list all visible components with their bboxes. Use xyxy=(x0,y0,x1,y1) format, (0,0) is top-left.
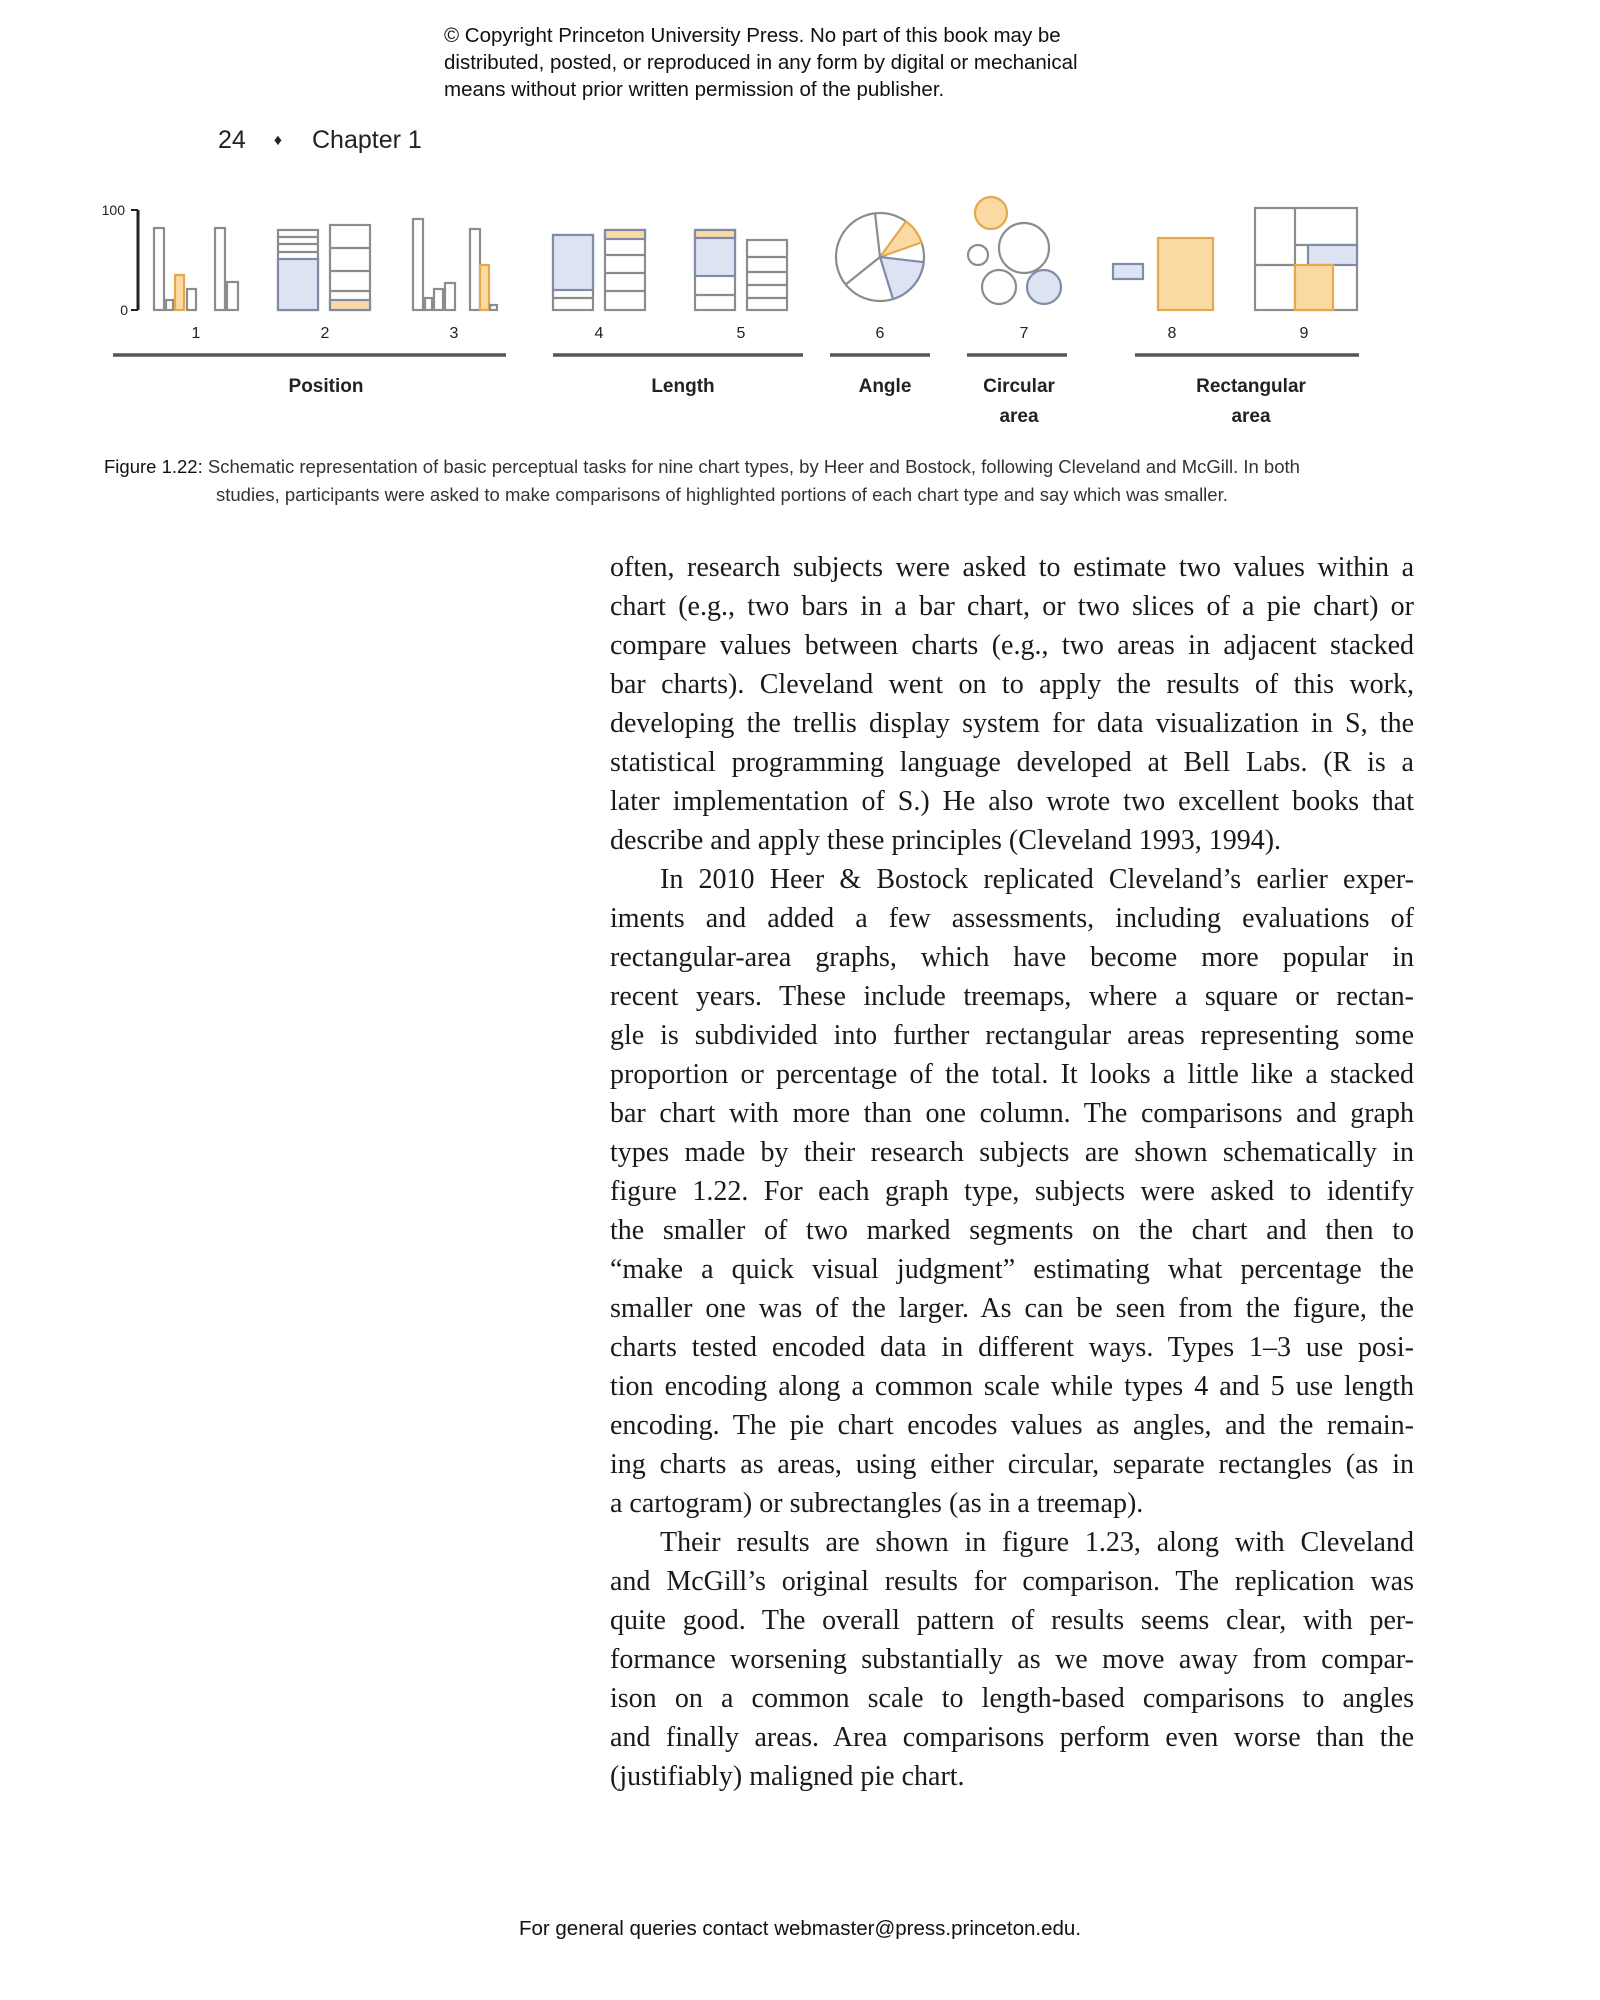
bullet-separator: ♦ xyxy=(273,132,282,150)
text-line: statistical programming language developed at Bell Labs. (R is a xyxy=(610,747,1414,778)
copyright-line: distributed, posted, or reproduced in any form by digital or mechanical xyxy=(444,51,1078,74)
text-line: types made by their research subjects are shown schematically in xyxy=(610,1137,1414,1168)
axis-label-top: 100 xyxy=(101,202,125,218)
group-label: Rectangular xyxy=(1196,376,1306,397)
caption-text: Schematic representation of basic perceptual tasks for nine chart types, by Heer and Bostock, following Cleveland and McGill. In both xyxy=(202,456,1300,477)
paragraph xyxy=(610,860,1414,1523)
text-line: the smaller of two marked segments on the chart and then to xyxy=(610,1215,1414,1246)
figure-1-22 xyxy=(95,185,1395,435)
group-label: Circular xyxy=(983,376,1055,397)
text-line: often, research subjects were asked to estimate two values within a xyxy=(610,552,1414,583)
group-sublabel: area xyxy=(999,406,1039,427)
chart-number: 3 xyxy=(449,325,459,342)
chart-9-treemap xyxy=(1255,208,1357,310)
chart-number: 6 xyxy=(875,325,885,342)
chart-number: 7 xyxy=(1019,325,1029,342)
chart-7-circles xyxy=(968,197,1061,304)
text-line: describe and apply these principles (Cleveland 1993, 1994). xyxy=(610,825,1282,856)
chart-number: 5 xyxy=(736,325,746,342)
text-line: recent years. These include treemaps, where a square or rectan- xyxy=(610,981,1414,1012)
footer-contact: For general queries contact webmaster@press.princeton.edu. xyxy=(518,1917,1082,1940)
chart-number: 1 xyxy=(191,325,201,342)
text-line: formance worsening substantially as we move away from compar- xyxy=(610,1644,1414,1675)
chart-6-pie xyxy=(836,213,924,301)
chart-number: 2 xyxy=(320,325,330,342)
chart-number: 8 xyxy=(1167,325,1177,342)
text-line: figure 1.22. For each graph type, subjects were asked to identify xyxy=(610,1176,1414,1207)
figure-caption xyxy=(104,453,1424,509)
text-line: and McGill’s original results for comparison. The replication was xyxy=(610,1566,1414,1597)
text-line: Their results are shown in figure 1.23, along with Cleveland xyxy=(660,1527,1414,1558)
copyright-line: means without prior written permission of the publisher. xyxy=(444,78,945,101)
chart-4-stacked xyxy=(553,230,645,310)
text-line: “make a quick visual judgment” estimating what percentage the xyxy=(610,1254,1414,1285)
text-line: encoding. The pie chart encodes values as angles, and the remain- xyxy=(610,1410,1414,1441)
figure-label: Figure 1.22: xyxy=(104,456,203,477)
copyright-line: © Copyright Princeton University Press. No part of this book may be xyxy=(444,24,1061,47)
text-line: later implementation of S.) He also wrote two excellent books that xyxy=(610,786,1414,817)
text-line: In 2010 Heer & Bostock replicated Cleveland’s earlier exper- xyxy=(660,864,1414,895)
text-line: chart (e.g., two bars in a bar chart, or two slices of a pie chart) or xyxy=(610,591,1414,622)
chart-number: 9 xyxy=(1299,325,1309,342)
text-line: bar chart with more than one column. The comparisons and graph xyxy=(610,1098,1414,1129)
running-head xyxy=(218,126,422,155)
text-line: compare values between charts (e.g., two areas in adjacent stacked xyxy=(610,630,1414,661)
chart-number: 4 xyxy=(594,325,604,342)
text-line: rectangular-area graphs, which have become more popular in xyxy=(610,942,1414,973)
text-line: iments and added a few assessments, including evaluations of xyxy=(610,903,1414,934)
text-line: ison on a common scale to length-based comparisons to angles xyxy=(610,1683,1414,1714)
text-line: charts tested encoded data in different ways. Types 1–3 use posi- xyxy=(610,1332,1414,1363)
copyright-notice xyxy=(444,22,1204,103)
text-line: developing the trellis display system for data visualization in S, the xyxy=(610,708,1414,739)
text-line: tion encoding along a common scale while types 4 and 5 use length xyxy=(610,1371,1414,1402)
text-line: quite good. The overall pattern of results seems clear, with per- xyxy=(610,1605,1414,1636)
paragraph xyxy=(610,1523,1414,1796)
group-sublabel: area xyxy=(1231,406,1271,427)
group-label: Angle xyxy=(858,376,912,397)
text-line: and finally areas. Area comparisons perform even worse than the xyxy=(610,1722,1414,1753)
text-line: (justifiably) maligned pie chart. xyxy=(610,1761,965,1792)
caption-text: studies, participants were asked to make comparisons of highlighted portions of each chart type and say which was smaller. xyxy=(216,484,1228,505)
axis-label-bottom: 0 xyxy=(120,302,128,318)
y-axis xyxy=(131,210,138,310)
chapter-title: Chapter 1 xyxy=(311,126,422,154)
chart-1-bars xyxy=(154,228,238,310)
paragraph xyxy=(610,548,1414,860)
group-label: Length xyxy=(651,376,715,397)
chart-8-rectangles xyxy=(1113,238,1213,310)
text-line: a cartogram) or subrectangles (as in a treemap). xyxy=(610,1488,1144,1519)
page-number: 24 xyxy=(218,126,246,154)
text-line: bar charts). Cleveland went on to apply the results of this work, xyxy=(610,669,1414,700)
body-text xyxy=(610,548,1414,1796)
text-line: gle is subdivided into further rectangular areas representing some xyxy=(610,1020,1414,1051)
text-line: ing charts as areas, using either circular, separate rectangles (as in xyxy=(610,1449,1414,1480)
chart-5-stacked xyxy=(695,230,787,310)
group-label: Position xyxy=(288,376,364,397)
text-line: proportion or percentage of the total. It looks a little like a stacked xyxy=(610,1059,1414,1090)
text-line: smaller one was of the larger. As can be seen from the figure, the xyxy=(610,1293,1414,1324)
chart-3-bars xyxy=(413,219,497,310)
chart-2-stacked xyxy=(278,225,370,310)
